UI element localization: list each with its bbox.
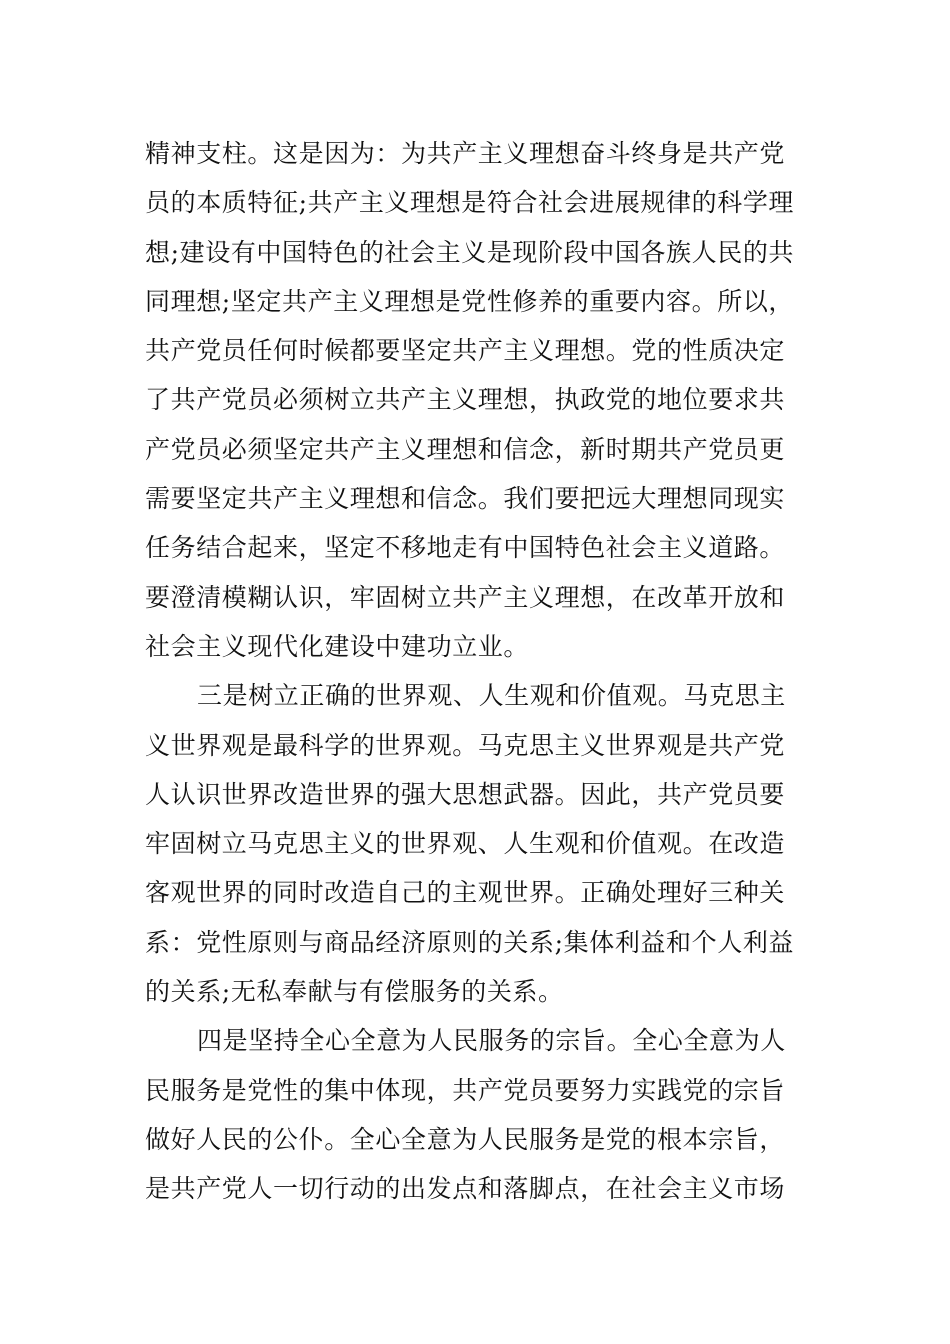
text-line: 系：党性原则与商品经济原则的关系;集体利益和个人利益 bbox=[145, 927, 795, 957]
text-line: 牢固树立马克思主义的世界观、人生观和价值观。在改造 bbox=[145, 829, 786, 859]
text-line: 想;建设有中国特色的社会主义是现阶段中国各族人民的共 bbox=[145, 237, 795, 267]
text-line: 是共产党人一切行动的出发点和落脚点，在社会主义市场 bbox=[145, 1174, 786, 1204]
text-line: 任务结合起来，坚定不移地走有中国特色社会主义道路。 bbox=[145, 533, 786, 563]
text-line: 义世界观是最科学的世界观。马克思主义世界观是共产党 bbox=[145, 730, 786, 760]
text-line: 客观世界的同时改造自己的主观世界。正确处理好三种关 bbox=[145, 878, 786, 908]
text-line: 同理想;坚定共产主义理想是党性修养的重要内容。所以， bbox=[145, 286, 795, 316]
paragraph-first-line: 四是坚持全心全意为人民服务的宗旨。全心全意为人 bbox=[197, 1026, 786, 1056]
text-line: 需要坚定共产主义理想和信念。我们要把远大理想同现实 bbox=[145, 484, 786, 514]
paragraph-first-line: 三是树立正确的世界观、人生观和价值观。马克思主 bbox=[197, 681, 786, 711]
text-line: 共产党员任何时候都要坚定共产主义理想。党的性质决定 bbox=[145, 336, 786, 366]
body-text bbox=[145, 129, 810, 1214]
text-line: 民服务是党性的集中体现，共产党员要努力实践党的宗旨 bbox=[145, 1075, 786, 1105]
text-line: 人认识世界改造世界的强大思想武器。因此，共产党员要 bbox=[145, 779, 786, 809]
text-line: 了共产党员必须树立共产主义理想，执政党的地位要求共 bbox=[145, 385, 786, 415]
text-line: 社会主义现代化建设中建功立业。 bbox=[145, 631, 530, 661]
text-line: 做好人民的公仆。全心全意为人民服务是党的根本宗旨， bbox=[145, 1124, 786, 1154]
text-line: 员的本质特征;共产主义理想是符合社会进展规律的科学理 bbox=[145, 188, 795, 218]
text-line: 的关系;无私奉献与有偿服务的关系。 bbox=[145, 977, 564, 1007]
text-line: 产党员必须坚定共产主义理想和信念，新时期共产党员更 bbox=[145, 434, 786, 464]
text-line: 精神支柱。这是因为：为共产主义理想奋斗终身是共产党 bbox=[145, 139, 786, 168]
text-line: 要澄清模糊认识，牢固树立共产主义理想，在改革开放和 bbox=[145, 582, 786, 612]
